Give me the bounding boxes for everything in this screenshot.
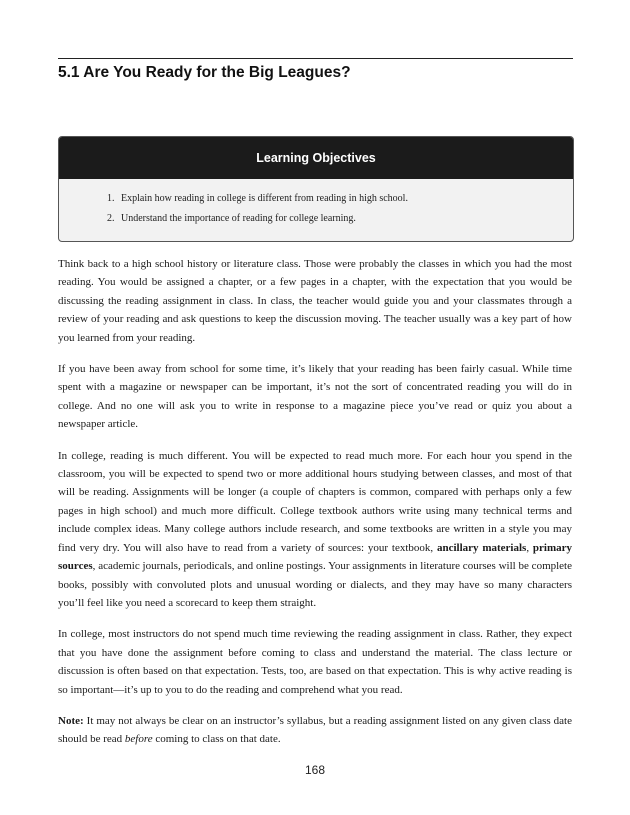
section-title: 5.1 Are You Ready for the Big Leagues? xyxy=(58,64,351,81)
page-number: 168 xyxy=(304,763,326,777)
note-paragraph xyxy=(58,712,572,749)
term-ancillary-materials: ancillary materials xyxy=(436,541,527,554)
paragraph xyxy=(58,447,572,613)
header-rule xyxy=(58,58,573,59)
note-emphasis: before xyxy=(124,733,153,746)
note-text: It may not always be clear on an instructor’s syllabus, but a reading assignment listed on any given class date should be read xyxy=(58,714,572,746)
objectives-list xyxy=(59,189,573,229)
paragraph: In college, most instructors do not spend much time reviewing the reading assignment in class. Rather, they expect that you have done the assignment before coming to class and understand the material. The class lecture or discussion is often based on that expectation. Tests, too, are based on that expectation. This is why active reading is so important—it’s up to you to do the reading and comprehend what you read. xyxy=(58,628,572,696)
body-text xyxy=(58,255,572,762)
term-primary-sources: primary sources xyxy=(58,541,573,573)
objective-item: 1. Explain how reading in college is different from reading in high school. xyxy=(117,189,573,209)
learning-objectives-box xyxy=(58,136,574,242)
paragraph-text: In college, reading is much different. You will be expected to read much more. For each hour you spend in the classroom, you will be expected to spend two or more additional hours studying between classes, and most of that will be reading. Assignments will be longer (a couple of chapters is common, compared with perhaps only a few pages in high school) and much more difficult. College textbook authors write using many technical terms and include complex ideas. Many college authors include research, and some textbooks are written in a style you may find very dry. You will also have to read from a variety of sources: your textbook, xyxy=(58,449,572,554)
note-text: coming to class on that date. xyxy=(152,733,281,746)
paragraph: Think back to a high school history or literature class. Those were probably the classes in which you had the most reading. You would be assigned a chapter, or a few pages in a chapter, with the expectation that you would be discussing the reading assignment in class. In class, the teacher would guide you and your classmates through a review of your reading and ask questions to keep the discussion moving. The teacher usually was a key part of how you learned from your reading. xyxy=(58,258,572,344)
learning-objectives-heading: Learning Objectives xyxy=(59,137,573,179)
paragraph-text: , xyxy=(526,541,533,554)
note-label: Note: xyxy=(58,714,84,727)
paragraph: If you have been away from school for some time, it’s likely that your reading has been fairly casual. While time spent with a magazine or newspaper can be important, it’s not the sort of concentrated reading you will do in college. And no one will ask you to write in response to a magazine piece you’ve read or quiz you about a newspaper article. xyxy=(58,363,572,431)
paragraph-text: , academic journals, periodicals, and online postings. Your assignments in literature courses will be complete books, possibly with convoluted plots and unusual wording or dialects, and they may have so many characters you’ll feel like you need a scorecard to keep them straight. xyxy=(58,560,572,609)
objective-item: 2. Understand the importance of reading for college learning. xyxy=(117,209,573,229)
